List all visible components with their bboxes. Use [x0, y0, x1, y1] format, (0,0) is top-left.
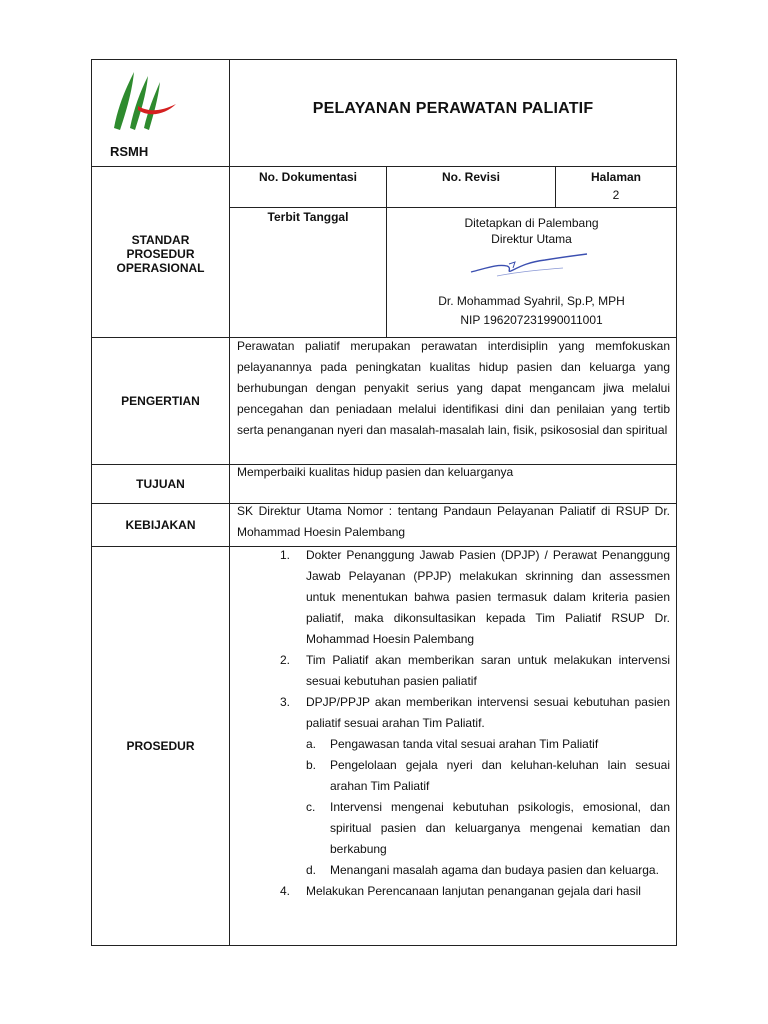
- tujuan-label: TUJUAN: [136, 477, 185, 491]
- list-item: 3. DPJP/PPJP akan memberikan intervensi sesuai kebutuhan pasien paliatif sesuai arahan Tim Paliatif. a. Pengawasan tanda vital sesuai arahan Tim Paliatif b. Pengelolaan gejala nyeri dan keluhan-keluhan lain sesuai arahan Tim Paliatif c. Intervensi mengenai kebutuhan psikologis, emosional, dan spiritual pasien dan keluarganya mengenai kematian dan berkabung d. Menangani masalah agama dan budaya pasien dan keluarga.: [230, 692, 670, 881]
- tujuan-text: Memperbaiki kualitas hidup pasien dan keluarganya: [237, 465, 514, 479]
- doc-number-label: No. Dokumentasi: [258, 170, 357, 184]
- list-item: 1. Dokter Penanggung Jawab Pasien (DPJP) / Perawat Penanggung Jawab Pelayanan (PPJP) melakukan skrinning dan assessmen untuk menentukan bahwa pasien termasuk dalam kriteria pasien paliatif, maka dikonsultasikan kepada Tim Paliatif RSUP Dr. Mohammad Hoesin Palembang: [280, 548, 670, 646]
- list-item: b. Pengelolaan gejala nyeri dan keluhan-keluhan lain sesuai arahan Tim Paliatif: [306, 758, 670, 793]
- page-title: PELAYANAN PERAWATAN PALIATIF: [312, 100, 594, 117]
- step-list: [230, 545, 670, 902]
- sop-document: [91, 59, 677, 946]
- substep-list: [306, 734, 670, 881]
- sop-label: STANDAR PROSEDUR OPERASIONAL: [116, 233, 205, 275]
- list-item: c. Intervensi mengenai kebutuhan psikologis, emosional, dan spiritual pasien dan keluarganya mengenai kematian dan berkabung: [306, 800, 670, 856]
- list-item: 2. Tim Paliatif akan memberikan saran untuk melakukan intervensi sesuai kebutuhan pasien paliatif: [280, 653, 670, 688]
- signer-position: Direktur Utama: [491, 232, 572, 246]
- page-label: Halaman: [590, 170, 642, 184]
- signer-nip: NIP 196207231990011001: [460, 313, 603, 327]
- pengertian-text: Perawatan paliatif merupakan perawatan interdisiplin yang memfokuskan pelayanannya pada peningkatan kualitas hidup pasien dan keluarga yang berhubungan dengan penyakit serius yang dapat mengancam jiwa melalui pencegahan dan peniadaan melalui identifikasi dini dan penilaian yang tertib serta penanganan nyeri dan masalah-masalah lain, fisik, psikososial dan spiritual: [237, 339, 670, 437]
- kebijakan-label: KEBIJAKAN: [125, 518, 196, 532]
- signature-icon: [467, 250, 597, 284]
- list-item: 4. Melakukan Perencanaan lanjutan penanganan gejala dari hasil: [280, 884, 641, 898]
- pengertian-label: PENGERTIAN: [121, 394, 200, 408]
- prosedur-label: PROSEDUR: [126, 739, 195, 753]
- logo-text: RSMH: [110, 144, 149, 159]
- established-place: Ditetapkan di Palembang: [464, 216, 599, 230]
- signature-block: [387, 210, 676, 337]
- revision-label: No. Revisi: [441, 170, 501, 184]
- kebijakan-text: SK Direktur Utama Nomor : tentang Pandaun Pelayanan Paliatif di RSUP Dr. Mohammad Hoesin Palembang: [237, 504, 670, 539]
- issued-date-label: Terbit Tanggal: [267, 210, 349, 224]
- list-item: a. Pengawasan tanda vital sesuai arahan Tim Paliatif: [306, 737, 599, 751]
- page-number: 2: [612, 188, 620, 202]
- list-item: d. Menangani masalah agama dan budaya pasien dan keluarga.: [306, 863, 659, 877]
- signer-name: Dr. Mohammad Syahril, Sp.P, MPH: [438, 294, 625, 308]
- title-cell: [230, 60, 676, 166]
- rsmh-logo-icon: [104, 66, 184, 136]
- logo-cell: [92, 60, 229, 166]
- prosedur-steps: [230, 545, 670, 902]
- row-divider: [229, 207, 676, 208]
